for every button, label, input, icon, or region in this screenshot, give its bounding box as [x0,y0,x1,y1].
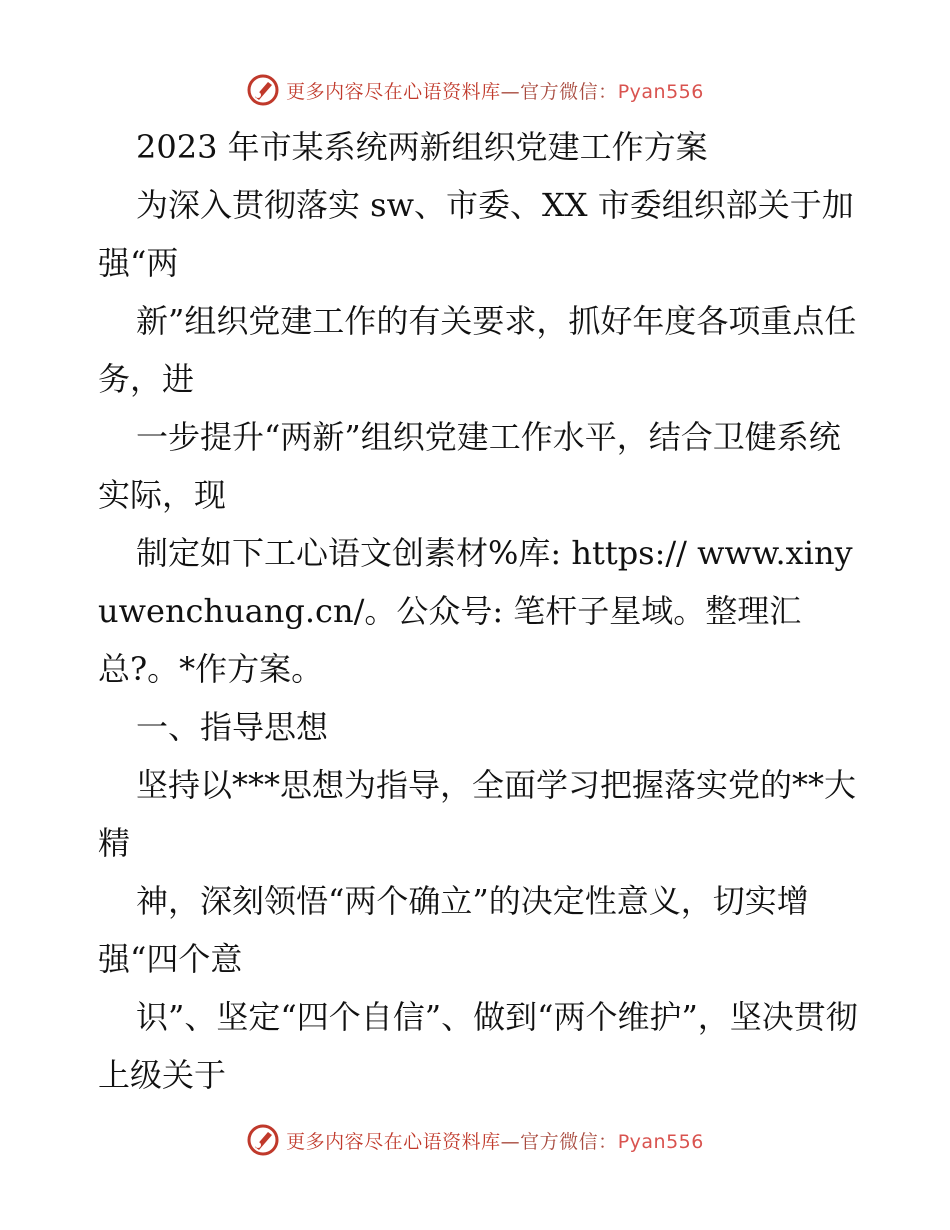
paragraph: 识”、坚定“四个自信”、做到“两个维护”，坚决贯彻上级关于 [98,998,858,1094]
paragraph: 制定如下工心语文创素材%库: https:// www.xinyuwenchuang.cn/。公众号: 笔杆子星域。整理汇总?。*作方案。 [98,534,853,688]
paragraph: 新”组织党建工作的有关要求，抓好年度各项重点任务，进 [98,302,857,398]
watermark-text: 更多内容尽在心语资料库—官方微信：Pyan556 [286,80,704,103]
paragraph: 为深入贯彻落实 sw、市委、XX 市委组织部关于加强“两 [98,186,854,282]
paragraph: 坚持以***思想为指导，全面学习把握落实党的**大精 [98,766,857,862]
ink-pen-logo-icon [246,73,280,107]
paragraph: 一步提升“两新”组织党建工作水平，结合卫健系统实际，现 [98,418,841,514]
footer-watermark-banner [0,1120,950,1160]
header-watermark-banner [0,70,950,110]
watermark-text: 更多内容尽在心语资料库—官方微信：Pyan556 [286,1130,704,1153]
ink-pen-logo-icon [246,1123,280,1157]
document-body [98,118,858,1104]
paragraph: 神，深刻领悟“两个确立”的决定性意义，切实增强“四个意 [98,882,809,978]
section-heading: 一、指导思想 [136,708,329,746]
document-title: 2023 年市某系统两新组织党建工作方案 [136,128,708,166]
